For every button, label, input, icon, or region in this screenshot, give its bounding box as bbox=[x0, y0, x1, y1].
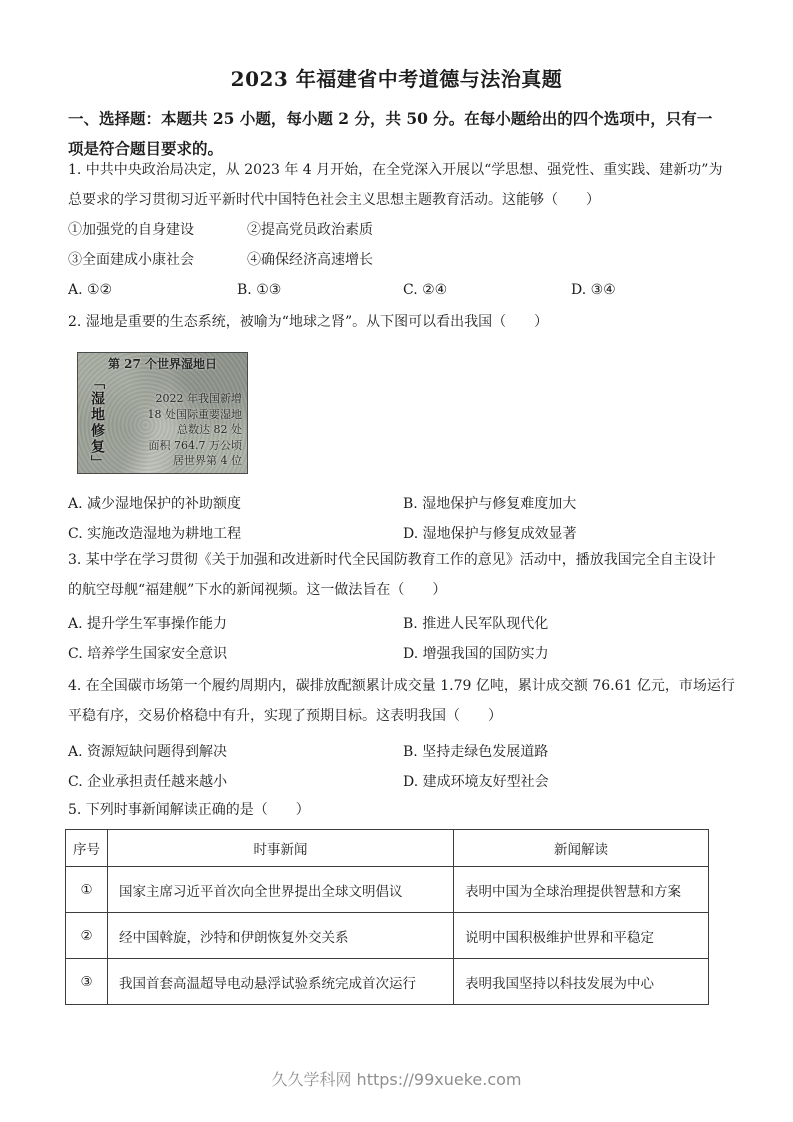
question-5-stem bbox=[68, 795, 727, 825]
q4-choice-d: D. 建成环境友好型社会 bbox=[403, 774, 549, 790]
table-header-row bbox=[66, 830, 709, 867]
q1-suboptions-row-2 bbox=[68, 245, 727, 275]
question-2-stem bbox=[68, 307, 727, 337]
question-4-choices bbox=[68, 737, 727, 797]
table-row bbox=[66, 959, 709, 1005]
table-cell-interpretation: 表明我国坚持以科技发展为中心 bbox=[454, 959, 709, 1005]
question-2-choices bbox=[68, 489, 727, 549]
figure-caption-line-3: 总数达 82 处 bbox=[177, 423, 242, 436]
wetland-day-figure bbox=[77, 352, 248, 474]
q2-choice-c: C. 实施改造湿地为耕地工程 bbox=[68, 526, 242, 542]
question-4-stem bbox=[68, 671, 735, 731]
figure-caption-line-1: 2022 年我国新增 bbox=[155, 392, 242, 405]
figure-vertical-label: 「湿地修复」 bbox=[89, 375, 105, 471]
q4-choice-c: C. 企业承担责任越来越小 bbox=[68, 774, 228, 790]
q3-choice-d: D. 增强我国的国防实力 bbox=[403, 646, 549, 662]
table-header-interpretation: 新闻解读 bbox=[454, 830, 709, 867]
table-cell-news: 经中国斡旋，沙特和伊朗恢复外交关系 bbox=[108, 913, 454, 959]
news-table bbox=[65, 829, 709, 1005]
table-cell-index: ③ bbox=[66, 959, 108, 1005]
q4-stem-line-1: 4. 在全国碳市场第一个履约周期内，碳排放配额累计成交量 1.79 亿吨，累计成交额 76.61 亿元，市场运行 bbox=[68, 678, 735, 694]
q4-choices-row-1 bbox=[68, 737, 727, 767]
q4-choices-row-2 bbox=[68, 767, 727, 797]
table-cell-news: 我国首套高温超导电动悬浮试验系统完成首次运行 bbox=[108, 959, 454, 1005]
q1-suboption-4: ④确保经济高速增长 bbox=[247, 252, 373, 268]
q1-suboption-1: ①加强党的自身建设 bbox=[68, 222, 194, 238]
q2-choices-row-1 bbox=[68, 489, 727, 519]
q1-choices bbox=[68, 275, 727, 305]
q3-choices-row-2 bbox=[68, 639, 727, 669]
q4-choice-a: A. 资源短缺问题得到解决 bbox=[68, 744, 228, 760]
q1-choice-b: B. ①③ bbox=[237, 282, 282, 298]
q3-choice-c: C. 培养学生国家安全意识 bbox=[68, 646, 228, 662]
q2-stem-line-1: 2. 湿地是重要的生态系统，被喻为“地球之肾”。从下图可以看出我国（ ） bbox=[68, 314, 549, 330]
q1-choice-c: C. ②④ bbox=[403, 282, 448, 298]
question-3-stem bbox=[68, 545, 727, 605]
q3-choice-b: B. 推进人民军队现代化 bbox=[403, 616, 549, 632]
figure-caption-line-5: 居世界第 4 位 bbox=[173, 454, 242, 467]
q3-stem-line-2: 的航空母舰“福建舰”下水的新闻视频。这一做法旨在（ ） bbox=[68, 582, 447, 598]
q4-choice-b: B. 坚持走绿色发展道路 bbox=[403, 744, 549, 760]
q3-choices-row-1 bbox=[68, 609, 727, 639]
figure-caption-line-2: 18 处国际重要湿地 bbox=[147, 407, 242, 421]
q2-choice-a: A. 减少湿地保护的补助额度 bbox=[68, 496, 242, 512]
section-instructions-line-1: 一、选择题：本题共 25 小题，每小题 2 分，共 50 分。在每小题给出的四个选项中，只有一 bbox=[68, 109, 713, 128]
q1-stem-line-1: 1. 中共中央政治局决定，从 2023 年 4 月开始，在全党深入开展以“学思想、强党性、重实践、建新功”为 bbox=[68, 162, 723, 178]
figure-caption-line-4: 面积 764.7 万公顷 bbox=[148, 438, 242, 452]
table-row bbox=[66, 913, 709, 959]
q3-choice-a: A. 提升学生军事操作能力 bbox=[68, 616, 228, 632]
q1-suboption-3: ③全面建成小康社会 bbox=[68, 252, 194, 268]
table-cell-interpretation: 说明中国积极维护世界和平稳定 bbox=[454, 913, 709, 959]
figure-caption-lines bbox=[148, 391, 243, 469]
table-header-index: 序号 bbox=[66, 830, 108, 867]
q2-choice-b: B. 湿地保护与修复难度加大 bbox=[403, 496, 577, 512]
q1-stem-line-2: 总要求的学习贯彻习近平新时代中国特色社会主义思想主题教育活动。这能够（ ） bbox=[68, 192, 600, 208]
q5-stem-line-1: 5. 下列时事新闻解读正确的是（ ） bbox=[68, 802, 310, 818]
q1-choice-a: A. ①② bbox=[68, 282, 113, 298]
q4-stem-line-2: 平稳有序，交易价格稳中有升，实现了预期目标。这表明我国（ ） bbox=[68, 708, 502, 724]
table-cell-interpretation: 表明中国为全球治理提供智慧和方案 bbox=[454, 867, 709, 913]
section-instructions-line-2: 项是符合题目要求的。 bbox=[68, 139, 224, 158]
q3-stem-line-1: 3. 某中学在学习贯彻《关于加强和改进新时代全民国防教育工作的意见》活动中，播放我国完全自主设计 bbox=[68, 552, 716, 568]
watermark-footer: 久久学科网 https://99xueke.com bbox=[271, 1070, 522, 1089]
table-cell-index: ② bbox=[66, 913, 108, 959]
page-title: 2023 年福建省中考道德与法治真题 bbox=[230, 67, 563, 91]
table-cell-index: ① bbox=[66, 867, 108, 913]
question-1 bbox=[68, 155, 727, 305]
figure-title: 第 27 个世界湿地日 bbox=[107, 357, 218, 371]
table-row bbox=[66, 867, 709, 913]
q1-suboption-2: ②提高党员政治素质 bbox=[247, 222, 373, 238]
q1-choice-d: D. ③④ bbox=[571, 282, 616, 298]
question-3-choices bbox=[68, 609, 727, 669]
q1-suboptions-row-1 bbox=[68, 215, 727, 245]
q2-choice-d: D. 湿地保护与修复成效显著 bbox=[403, 526, 577, 542]
table-cell-news: 国家主席习近平首次向全世界提出全球文明倡议 bbox=[108, 867, 454, 913]
table-header-news: 时事新闻 bbox=[108, 830, 454, 867]
